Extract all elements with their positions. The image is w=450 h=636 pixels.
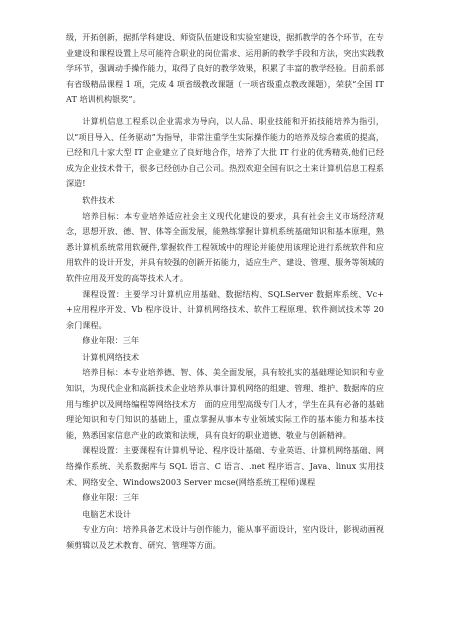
paragraph-software-duration: 修业年限：三年 xyxy=(82,335,140,346)
paragraph-department-overview: 计算机信息工程系以企业需求为导向，以人品、职业技能和开拓技能培养为指引，以“项目导入、任务驱动”为指导，非常注重学生实际操作能力的培养及综合素质的提高，已经和几十家大型 IT 企业建立了良好地合作，培养了大批 IT 行业的优秀精英,他们已经成为企业技术骨干，很多已经创办自己公司。热烈欢迎全国有识之士来计算机信息工程系深造! xyxy=(66,115,384,189)
section-heading-network-technology: 计算机网络技术 xyxy=(82,351,140,362)
paragraph-art-design-direction: 专业方向：培养具备艺术设计与创作能力，能从事平面设计，室内设计，影视动画视频剪辑以及艺术教育、研究、管理等方面。 xyxy=(66,524,384,550)
paragraph-network-courses: 课程设置：主要课程有计算机导论、程序设计基础、专业英语、计算机网络基础、网络操作系统、关系数据库与 SQL 语言、C 语言、.net 程序语言、Java、linux 实用技术、网络安全、Windows2003 Server mcse(网络系统工程师)课程 xyxy=(66,445,384,487)
paragraph-network-duration: 修业年限：三年 xyxy=(82,492,140,503)
paragraph-software-courses: 课程设置：主要学习计算机应用基础、数据结构、SQLServer 数据库系统、Vc++应用程序开发、Vb 程序设计、计算机网络技术、软件工程原理、软件测试技术等 20 余门课程。 xyxy=(66,288,384,330)
paragraph-software-training-goal: 培养目标：本专业培养适应社会主义现代化建设的要求，具有社会主义市场经济观念，思想开放、德、智、体等全面发展，能熟练掌握计算机系统基础知识和基本原理，熟悉计算机系统常用软硬件,掌握软件工程领域中的理论并能使用该理论进行系统软件和应用软件的设计开发，并具有较强的创新开拓能力，适应生产、建设、管理、服务等领域的软件应用及开发的高等技术人才。 xyxy=(66,210,384,283)
paragraph-intro-continued: 级，开拓创新，据抓学科建设、师资队伍建设和实验室建设，据抓教学的各个环节，在专业建设和课程设置上尽可能符合职业的岗位需求、运用新的教学手段和方法，突出实践教学环节，强调动手操作能力，取得了良好的教学效果，积累了丰富的教学经验。目前系部有省级精品课程 1 项，完成 4 项省级教改课题（一项省级重点教改课题），荣获“全国 ITAT 培训机构银奖”。 xyxy=(66,32,384,105)
section-heading-computer-art-design: 电脑艺术设计 xyxy=(82,508,132,519)
section-heading-software-technology: 软件技术 xyxy=(82,194,115,205)
paragraph-network-training-goal: 培养目标：本专业培养德、智、体、美全面发展，具有较扎实的基础理论知识和专业知识，为现代企业和高新技术企业培养从事计算机网络的组建、管理、维护、数据库的应用与维护以及网络编程等网络技术方 面的应用型高级专门人才，学生在具有必备的基础理论知识和专门知识的基础上，重点掌握从事本专业领域实际工作的基本能力和基本技能，熟悉国家信息产业的政策和法规，具有良好的职业道德、敬业与创新精神。 xyxy=(66,367,384,440)
